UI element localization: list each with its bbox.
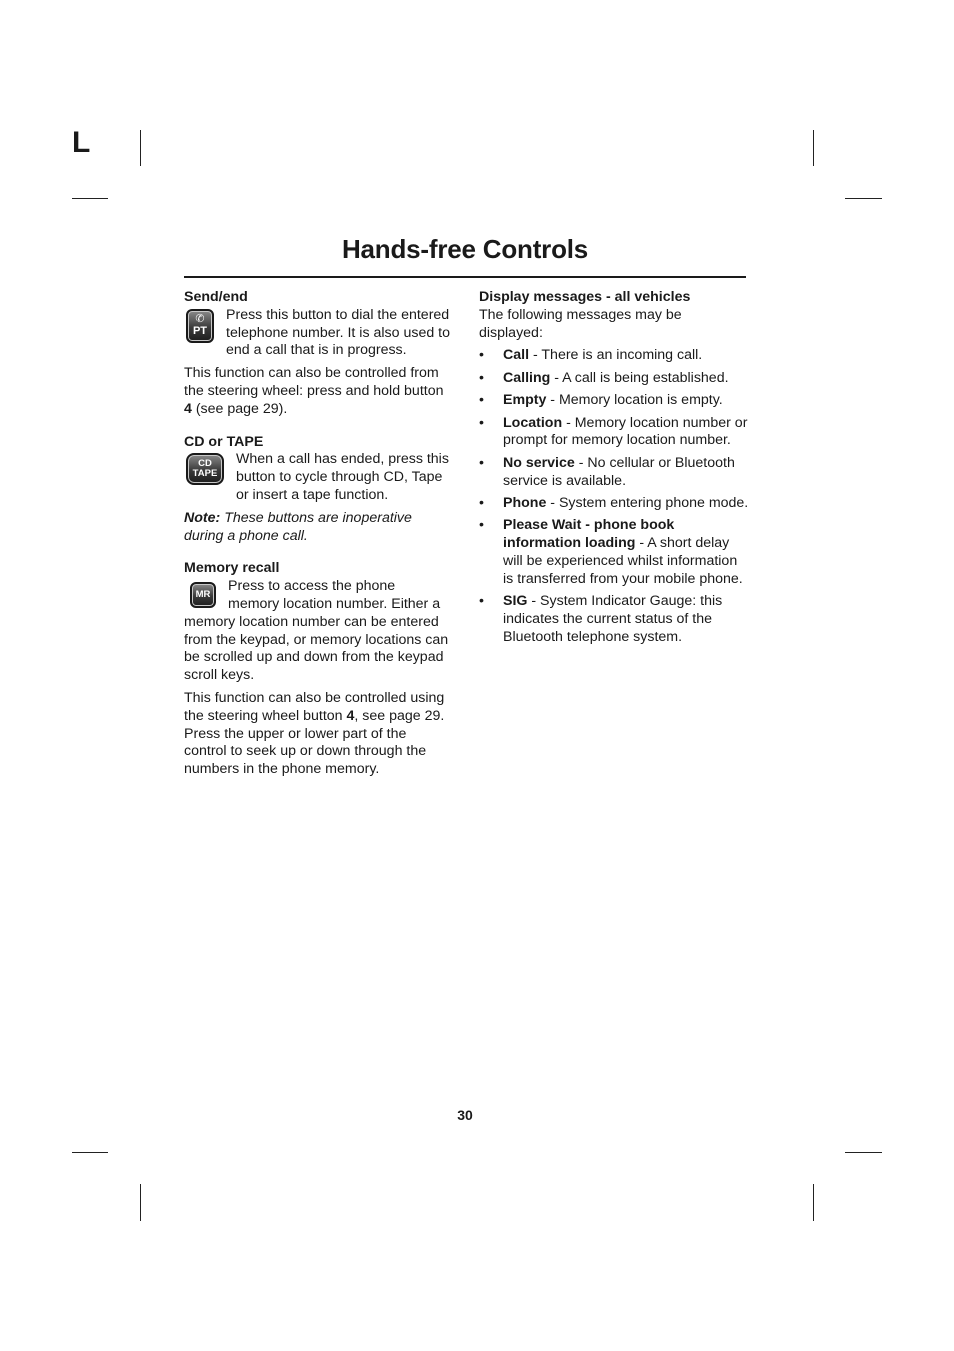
- crop-mark-top-right-horizontal: [845, 198, 882, 199]
- send-end-heading: Send/end: [184, 289, 248, 305]
- memory-recall-steering-text: This function can also be controlled using the steering wheel button 4, see page 29. Press the upper or lower part of the control to seek up or down through the numbers in the phone memory.: [184, 689, 445, 778]
- list-item: • Call - There is an incoming call.: [479, 347, 703, 364]
- cd-tape-icon-line1: CD: [198, 458, 212, 470]
- send-end-button-icon: [186, 309, 214, 343]
- crop-mark-bottom-right-vertical: [813, 1184, 814, 1221]
- cd-tape-button-icon: [186, 453, 224, 485]
- memory-recall-heading: Memory recall: [184, 560, 280, 577]
- list-item: • Phone - System entering phone mode.: [479, 494, 749, 511]
- list-item: • Empty - Memory location is empty.: [479, 392, 723, 409]
- memory-recall-button-icon: [190, 582, 216, 608]
- corner-mark: L: [72, 126, 91, 159]
- right-column: [479, 289, 749, 651]
- title-rule: [184, 276, 746, 278]
- crop-mark-bottom-left-vertical: [140, 1184, 141, 1221]
- list-item: • Calling - A call is being established.: [479, 369, 729, 386]
- display-messages-intro: The following messages may be displayed:: [479, 306, 682, 341]
- page-title: Hands-free Controls: [341, 234, 589, 264]
- display-messages-heading: Display messages - all vehicles: [479, 289, 691, 305]
- display-messages-list: [479, 347, 749, 646]
- send-end-text: Press this button to dial the entered telephone number. It is also used to end a call that is in progress.: [226, 306, 450, 359]
- cd-tape-text: When a call has ended, press this button to cycle through CD, Tape or insert a tape function.: [236, 451, 449, 503]
- crop-mark-top-right-vertical: [813, 130, 814, 166]
- cd-tape-heading: CD or TAPE: [184, 433, 264, 450]
- crop-mark-bottom-right-horizontal: [845, 1152, 882, 1153]
- list-item: • Location - Memory location number or prompt for memory location number.: [479, 414, 748, 449]
- cd-tape-note: Note: These buttons are inoperative during a phone call.: [184, 509, 412, 544]
- send-end-steering-text: This function can also be controlled from the steering wheel: press and hold button 4 (see page 29).: [184, 365, 444, 417]
- page-number: 30: [457, 1107, 473, 1123]
- left-column: [184, 289, 450, 784]
- send-end-icon-label: PT: [192, 325, 208, 338]
- crop-mark-top-left-horizontal: [72, 198, 108, 199]
- memory-recall-icon-label: MR: [195, 589, 211, 601]
- list-item: • SIG - System Indicator Gauge: this indicates the current status of the Bluetooth telephone system.: [479, 593, 723, 645]
- crop-mark-bottom-left-horizontal: [72, 1152, 108, 1153]
- crop-mark-top-left-vertical: [140, 130, 141, 166]
- cd-tape-icon-line2: TAPE: [192, 468, 218, 480]
- phone-handset-icon: ✆: [195, 313, 205, 326]
- memory-recall-text: Press to access the phone memory location number. Either a memory location number can be entered from the keypad, or memory locations can be scrolled up and down from the keypad scroll keys.: [184, 578, 449, 684]
- list-item: • No service - No cellular or Bluetooth service is available.: [479, 454, 735, 489]
- list-item: • Please Wait - phone book information loading - A short delay will be experienced whilst information is transferred from your mobile phone.: [479, 517, 743, 587]
